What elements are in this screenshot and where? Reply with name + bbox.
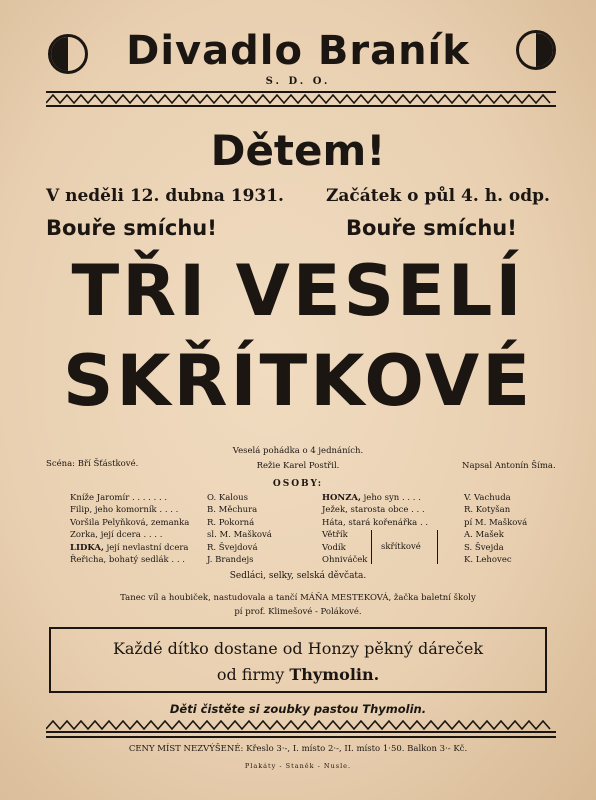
toothpaste-slogan: Děti čistěte si zoubky pastou Thymolin. xyxy=(169,702,427,716)
cast-actor: R. Kotyšan xyxy=(464,505,511,516)
cast-role: Zorka, její dcera . . . . xyxy=(70,530,163,541)
cast-heading: OSOBY: xyxy=(272,479,324,489)
cast-left-actors xyxy=(207,492,272,566)
brand-name: Thymolin. xyxy=(289,665,380,684)
performance-date: V neděli 12. dubna 1931. xyxy=(46,186,284,206)
dance-credit-line1: Tanec víl a houbiček, nastudovala a tančí MÁŇA MESTEKOVÁ, žačka baletní školy xyxy=(120,593,476,603)
cast-role: LIDKA, její nevlastní dcera xyxy=(70,542,189,553)
dance-credit-line2: pí prof. Klimešové - Polákové. xyxy=(234,607,362,617)
cast-role: Větřík xyxy=(322,530,348,541)
header-zigzag-border xyxy=(46,94,556,104)
scene-credit: Scéna: Bří Šťástkové. xyxy=(46,459,139,469)
cast-role: Řeřicha, bohatý sedlák . . . xyxy=(70,554,185,565)
cast-role: Háta, stará kořenářka . . xyxy=(322,517,429,528)
cast-actor: J. Brandejs xyxy=(207,554,254,565)
cast-role: Ježek, starosta obce . . . xyxy=(322,505,425,516)
cast-role: Ohniváček xyxy=(322,554,368,565)
cast-right-actors xyxy=(464,492,527,566)
director-credit: Režie Karel Postřil. xyxy=(256,461,340,471)
ticket-prices: CENY MÍST NEZVÝŠENÉ: Křeslo 3·-, I. místo 2·-, II. místo 1·50. Balkon 3·- Kč. xyxy=(128,744,468,754)
cast-role: Filip, jeho komorník . . . . xyxy=(70,505,179,516)
sprites-brace-right xyxy=(437,530,438,564)
cast-actor: S. Švejda xyxy=(464,542,504,553)
cast-role: Voršila Pelyňková, zemanka xyxy=(70,517,190,528)
sprites-group-label: skřítkové xyxy=(381,542,421,552)
footer-rule-2 xyxy=(46,736,556,738)
cast-actor: V. Vachuda xyxy=(464,493,511,503)
cast-actor: pí M. Mašková xyxy=(464,517,528,528)
cast-left-roles xyxy=(70,492,189,566)
cast-right-roles xyxy=(322,492,428,566)
play-title-line2: SKŘÍTKOVÉ xyxy=(62,340,534,422)
tagline-left: Bouře smíchu! xyxy=(46,216,217,240)
footer-zigzag-border xyxy=(46,720,556,730)
author-credit: Napsal Antonín Šíma. xyxy=(462,461,556,471)
gift-announcement-box xyxy=(49,627,547,693)
footer-rule-1 xyxy=(46,731,556,733)
cast-actor: R. Pokorná xyxy=(207,517,255,528)
organization: S. D. O. xyxy=(265,76,331,87)
cast-actor: R. Švejdová xyxy=(207,542,258,553)
cast-actor: A. Mašek xyxy=(464,530,504,541)
cast-extras: Sedláci, selky, selská děvčata. xyxy=(229,571,367,581)
cast-role: Kníže Jaromír . . . . . . . xyxy=(70,493,168,503)
cast-actor: K. Lehovec xyxy=(464,554,512,565)
header-rule-top xyxy=(46,91,556,93)
gift-line1: Každé dítko dostane od Honzy pěkný dáreček xyxy=(112,639,484,658)
play-title-line1: TŘI VESELÍ xyxy=(71,250,525,332)
cast-actor: B. Měchura xyxy=(207,505,258,516)
printer-credit: Plakáty - Staněk - Nusle. xyxy=(244,762,352,770)
sprites-brace-left xyxy=(371,530,372,564)
cast-role: Vodík xyxy=(322,542,346,553)
cast-role: HONZA, jeho syn . . . . xyxy=(322,493,421,503)
theatre-name: Divadlo Braník xyxy=(126,28,470,74)
cast-actor: sl. M. Mašková xyxy=(207,530,272,541)
cast-actor: O. Kalous xyxy=(207,493,248,503)
header-rule-bottom xyxy=(46,105,556,107)
tagline-right: Bouře smíchu! xyxy=(346,216,517,240)
start-time: Začátek o půl 4. h. odp. xyxy=(326,186,550,206)
play-genre: Veselá pohádka o 4 jednáních. xyxy=(232,446,364,456)
headline: Dětem! xyxy=(210,126,386,175)
gift-line2: od firmy Thymolin. xyxy=(216,665,380,684)
